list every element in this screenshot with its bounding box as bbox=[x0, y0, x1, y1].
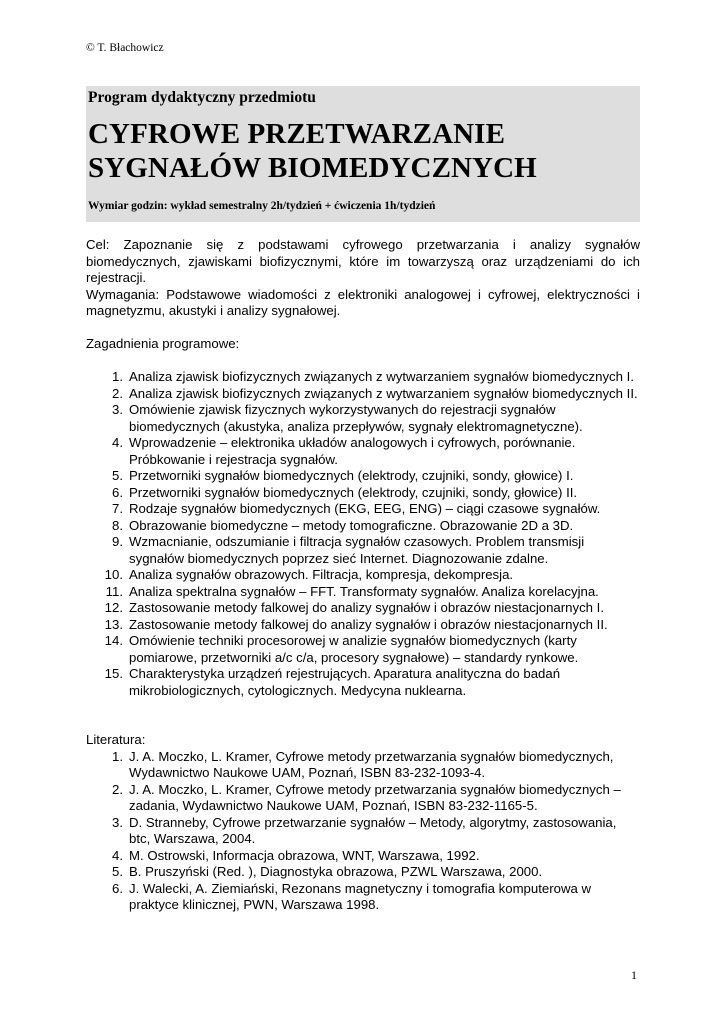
topic-item-text: Analiza zjawisk biofizycznych związanych z wytwarzaniem sygnałów biomedycznych I. bbox=[129, 369, 634, 384]
topic-item-number: 8. bbox=[112, 517, 123, 533]
course-hours: Wymiar godzin: wykład semestralny 2h/tydzień + ćwiczenia 1h/tydzień bbox=[88, 200, 436, 212]
topic-item bbox=[86, 567, 640, 584]
topic-item-text: Analiza spektralna sygnałów – FFT. Transformaty sygnałów. Analiza korelacyjna. bbox=[129, 583, 599, 599]
document-body bbox=[86, 237, 640, 914]
topics-heading: Zagadnienia programowe: bbox=[86, 336, 240, 351]
literature-item-text: B. Pruszyński (Red. ), Diagnostyka obrazowa, PZWL Warszawa, 2000. bbox=[129, 864, 543, 879]
literature-item bbox=[86, 782, 640, 815]
topic-item-number: 3. bbox=[112, 402, 123, 417]
topic-item-text: Zastosowanie metody falkowej do analizy sygnałów i obrazów niestacjonarnych II. bbox=[129, 616, 608, 632]
topic-item-number: 7. bbox=[112, 501, 123, 516]
topic-item-text: Rodzaje sygnałów biomedycznych (EKG, EEG, ENG) – ciągi czasowe sygnałów. bbox=[129, 501, 601, 516]
topic-item-number: 9. bbox=[112, 534, 123, 549]
topic-item bbox=[86, 369, 640, 386]
course-goal: Cel: Zapoznanie się z podstawami cyfrowego przetwarzania i analizy sygnałów biomedycznych, zjawiskami biofizycznymi, które im towarzyszą oraz urządzeniami do ich rejestracji. bbox=[86, 237, 640, 285]
literature-item bbox=[86, 815, 640, 848]
literature-item-number: 5. bbox=[112, 864, 123, 879]
topic-item bbox=[86, 518, 640, 535]
topic-item-number: 13. bbox=[104, 616, 123, 632]
literature-item-text: J. A. Moczko, L. Kramer, Cyfrowe metody przetwarzania sygnałów biomedycznych – zadania, Wydawnictwo Naukowe UAM, Poznań, ISBN 83-232-1165-5. bbox=[129, 781, 621, 813]
page-number: 1 bbox=[631, 968, 637, 982]
literature-list bbox=[86, 749, 640, 914]
topic-item bbox=[86, 485, 640, 502]
topic-item-number: 5. bbox=[112, 468, 123, 483]
document-title bbox=[88, 117, 636, 185]
topic-item-number: 14. bbox=[104, 633, 123, 648]
topic-item bbox=[86, 600, 640, 617]
topic-item bbox=[86, 633, 640, 666]
topic-item-text: Wprowadzenie – elektronika układów analogowych i cyfrowych, porównanie. Próbkowanie i rejestracja sygnałów. bbox=[129, 435, 576, 467]
topic-item-number: 2. bbox=[112, 385, 123, 401]
title-line-2: SYGNAŁÓW BIOMEDYCZNYCH bbox=[88, 152, 537, 184]
literature-item bbox=[86, 864, 640, 881]
topic-item-text: Analiza sygnałów obrazowych. Filtracja, kompresja, dekompresja. bbox=[129, 567, 514, 582]
topic-item bbox=[86, 666, 640, 699]
topic-item-text: Wzmacnianie, odszumianie i filtracja sygnałów czasowych. Problem transmisji sygnałów biomedycznych poprzez sieć Internet. Diagnozowanie zdalne. bbox=[129, 534, 585, 566]
topic-item bbox=[86, 534, 640, 567]
topic-item bbox=[86, 501, 640, 518]
literature-item-number: 6. bbox=[112, 880, 123, 896]
topic-item-number: 6. bbox=[112, 484, 123, 500]
topic-item bbox=[86, 617, 640, 634]
topic-item-number: 1. bbox=[112, 369, 123, 384]
topic-item-text: Zastosowanie metody falkowej do analizy sygnałów i obrazów niestacjonarnych I. bbox=[129, 600, 604, 615]
topic-item-text: Obrazowanie biomedyczne – metody tomograficzne. Obrazowanie 2D a 3D. bbox=[129, 517, 574, 533]
literature-item-text: J. Walecki, A. Ziemiański, Rezonans magnetyczny i tomografia komputerowa w praktyce klinicznej, PWN, Warszawa 1998. bbox=[129, 880, 591, 912]
literature-item-text: M. Ostrowski, Informacja obrazowa, WNT, Warszawa, 1992. bbox=[129, 847, 480, 863]
topic-item bbox=[86, 402, 640, 435]
literature-item-number: 2. bbox=[112, 781, 123, 797]
topic-item-text: Omówienie zjawisk fizycznych wykorzystywanych do rejestracji sygnałów biomedycznych (akustyka, analiza przepływów, sygnały elektromagnetyczne). bbox=[129, 402, 583, 434]
title-line-1: CYFROWE PRZETWARZANIE bbox=[88, 118, 506, 150]
topic-item-text: Charakterystyka urządzeń rejestrujących. Aparatura analityczna do badań mikrobiologicznych, cytologicznych. Medycyna nuklearna. bbox=[129, 666, 561, 698]
topic-item-number: 4. bbox=[112, 435, 123, 450]
topic-item bbox=[86, 584, 640, 601]
topic-item-number: 10. bbox=[104, 567, 123, 582]
topic-item bbox=[86, 386, 640, 403]
topic-item-text: Analiza zjawisk biofizycznych związanych z wytwarzaniem sygnałów biomedycznych II. bbox=[129, 385, 638, 401]
literature-item-text: D. Stranneby, Cyfrowe przetwarzanie sygnałów – Metody, algorytmy, zastosowania, btc, Warszawa, 2004. bbox=[129, 814, 617, 846]
literature-item bbox=[86, 749, 640, 782]
topic-item-number: 15. bbox=[104, 666, 123, 681]
topic-item-text: Omówienie techniki procesorowej w analizie sygnałów biomedycznych (karty pomiarowe, przetworniki a/c c/a, procesory sygnałowe) – standardy rynkowe. bbox=[129, 633, 579, 665]
topic-item-number: 12. bbox=[104, 600, 123, 615]
course-requirements: Wymagania: Podstawowe wiadomości z elektroniki analogowej i cyfrowej, elektryczności i magnetyzmu, akustyki i analizy sygnałowej. bbox=[86, 286, 640, 318]
literature-item-text: J. A. Moczko, L. Kramer, Cyfrowe metody przetwarzania sygnałów biomedycznych, Wydawnictwo Naukowe UAM, Poznań, ISBN 83-232-1093-4. bbox=[129, 748, 614, 780]
topic-item bbox=[86, 468, 640, 485]
literature-heading: Literatura: bbox=[86, 732, 146, 747]
topic-item-text: Przetworniki sygnałów biomedycznych (elektrody, czujniki, sondy, głowice) I. bbox=[129, 468, 574, 483]
topic-item bbox=[86, 435, 640, 468]
literature-item-number: 3. bbox=[112, 814, 123, 830]
literature-item bbox=[86, 881, 640, 914]
topic-item-text: Przetworniki sygnałów biomedycznych (elektrody, czujniki, sondy, głowice) II. bbox=[129, 484, 578, 500]
literature-item-number: 4. bbox=[112, 847, 123, 863]
topic-item-number: 11. bbox=[105, 583, 123, 599]
copyright-notice: © T. Błachowicz bbox=[86, 42, 164, 54]
document-subtitle: Program dydaktyczny przedmiotu bbox=[88, 89, 316, 106]
literature-item bbox=[86, 848, 640, 865]
topics-list bbox=[86, 369, 640, 699]
title-block bbox=[86, 86, 640, 222]
literature-item-number: 1. bbox=[112, 748, 123, 764]
